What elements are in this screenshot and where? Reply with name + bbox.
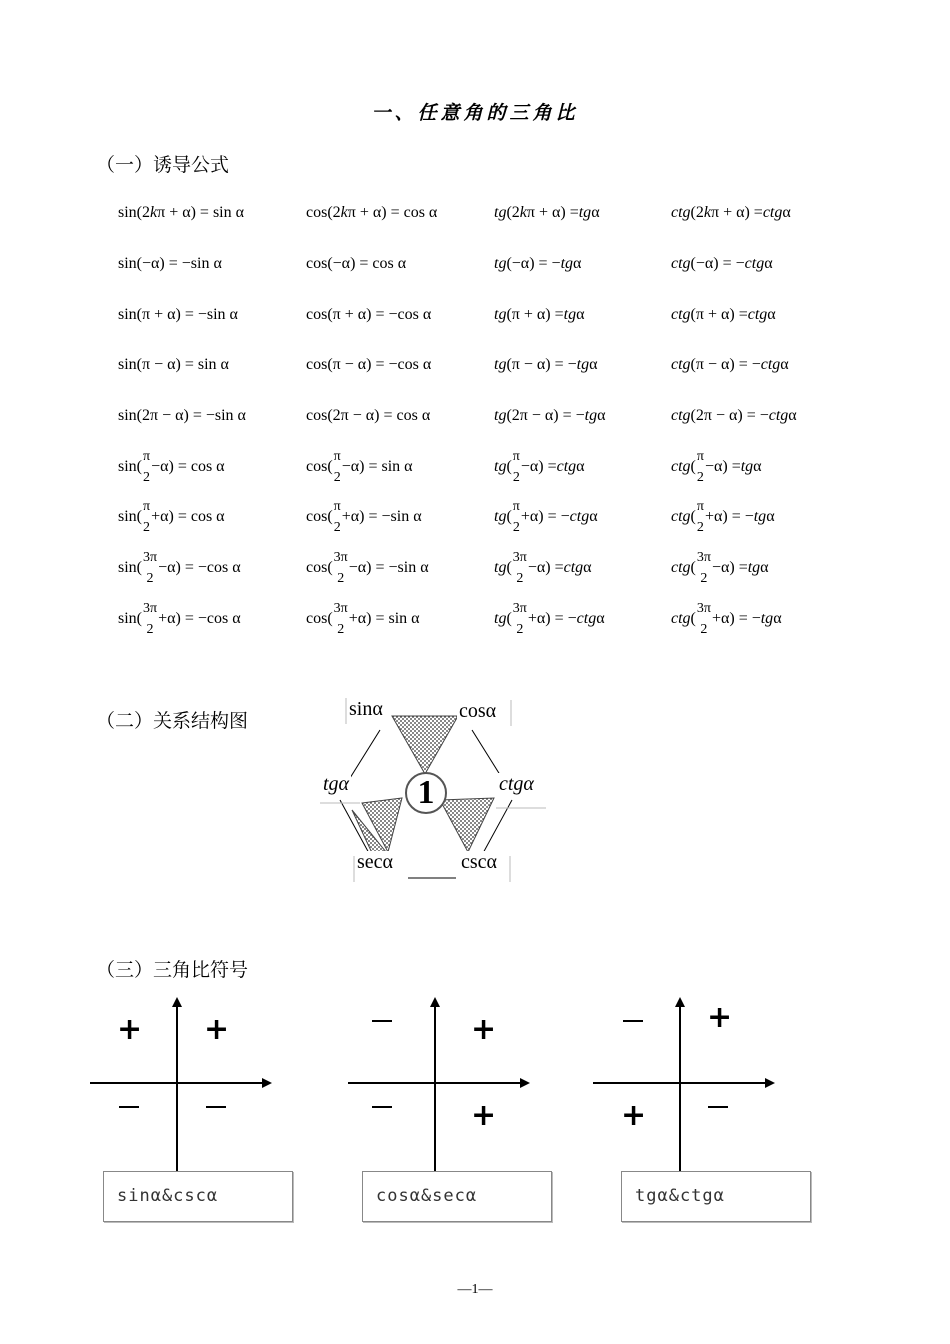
section-heading-formulas: （一）诱导公式 (96, 154, 230, 176)
formula: tg ( π 2 +α) = − ctg α (494, 499, 598, 535)
formula: tg (−α) = − tg α (494, 255, 582, 272)
formula: cos( 3π 2 +α) = sin α (306, 601, 420, 637)
sign-q3: + (621, 1098, 647, 1133)
formula: ctg ( π 2 −α) = tg α (671, 449, 762, 485)
diagram-label-tg: tgα (323, 773, 350, 795)
sign-q3-minus (372, 1106, 392, 1108)
quadrant-label-sin-csc: sinα&cscα (117, 1186, 219, 1206)
quadrant-label-tg-ctg: tgα&ctgα (635, 1186, 725, 1206)
sign-q4-minus (708, 1106, 728, 1108)
sign-q1: + (204, 1012, 230, 1047)
formula: sin(π − α) = sin α (118, 356, 229, 373)
diagram-label-ctg: ctgα (499, 773, 534, 795)
formula: ctg (2π − α) = − ctg α (671, 407, 797, 424)
quadrant-axes-3 (593, 997, 775, 1178)
quadrant-axes-2 (348, 997, 530, 1178)
sign-q1: + (707, 1000, 733, 1035)
sign-q2-minus (372, 1020, 392, 1022)
formula: ctg (π + α) = ctg α (671, 306, 776, 323)
formula: tg ( 3π 2 +α) = − ctg α (494, 601, 605, 637)
diagram-label-sec: secα (357, 851, 394, 873)
diagram-label-sin: sinα (349, 698, 383, 720)
formula: sin(2 k π + α) = sin α (118, 204, 244, 221)
shaded-triangle-right (440, 798, 494, 852)
formula: sin( 3π 2 +α) = −cos α (118, 601, 241, 637)
sign-q1: + (471, 1012, 497, 1047)
formula: tg ( π 2 −α) = ctg α (494, 449, 585, 485)
formula: sin( π 2 −α) = cos α (118, 449, 225, 485)
formula: cos(π − α) = −cos α (306, 356, 432, 373)
formula: tg (2 k π + α) = tg α (494, 204, 600, 221)
formula: sin(π + α) = −sin α (118, 306, 238, 323)
section-heading-relation: （二）关系结构图 (96, 710, 249, 732)
formula: ctg ( 3π 2 −α) = tg α (671, 550, 769, 586)
sign-q2-minus (623, 1020, 643, 1022)
formula: sin( 3π 2 −α) = −cos α (118, 550, 241, 586)
diagram-label-cos: cosα (459, 700, 497, 722)
hex-edge (350, 730, 380, 778)
sign-q4: + (471, 1098, 497, 1133)
section-heading-signs: （三）三角比符号 (96, 959, 249, 981)
formula: ctg (−α) = − ctg α (671, 255, 773, 272)
formula: sin( π 2 +α) = cos α (118, 499, 225, 535)
formula: cos( π 2 +α) = −sin α (306, 499, 422, 535)
page-title: 一、任意角的三角比 (371, 102, 579, 124)
formula: tg (π + α) = tg α (494, 306, 585, 323)
shaded-triangle-top (392, 716, 458, 774)
quadrant-label-cos-sec: cosα&secα (376, 1186, 478, 1206)
formula: tg (π − α) = − tg α (494, 356, 598, 373)
formula: tg ( 3π 2 −α) = ctg α (494, 550, 592, 586)
hex-edge (472, 730, 502, 778)
sign-q2: + (117, 1012, 143, 1047)
formula: sin(2π − α) = −sin α (118, 407, 246, 424)
formula: sin(−α) = −sin α (118, 255, 222, 272)
page-number: —1— (457, 1282, 493, 1297)
formula: cos(−α) = cos α (306, 255, 407, 272)
formula: ctg ( 3π 2 +α) = − tg α (671, 601, 782, 637)
formula: ctg (π − α) = − ctg α (671, 356, 789, 373)
sign-q4-minus (206, 1106, 226, 1108)
formula: tg (2π − α) = − tg α (494, 407, 606, 424)
formula: cos(2 k π + α) = cos α (306, 204, 438, 221)
formula: cos(π + α) = −cos α (306, 306, 432, 323)
formula: cos( π 2 −α) = sin α (306, 449, 413, 485)
diagram-label-csc: cscα (461, 851, 498, 873)
diagram-center-one: 1 (405, 772, 447, 814)
formula: cos( 3π 2 −α) = −sin α (306, 550, 429, 586)
formula: ctg (2 k π + α) = ctg α (671, 204, 791, 221)
formula: ctg ( π 2 +α) = − tg α (671, 499, 775, 535)
formula: cos(2π − α) = cos α (306, 407, 431, 424)
sign-q3-minus (119, 1106, 139, 1108)
